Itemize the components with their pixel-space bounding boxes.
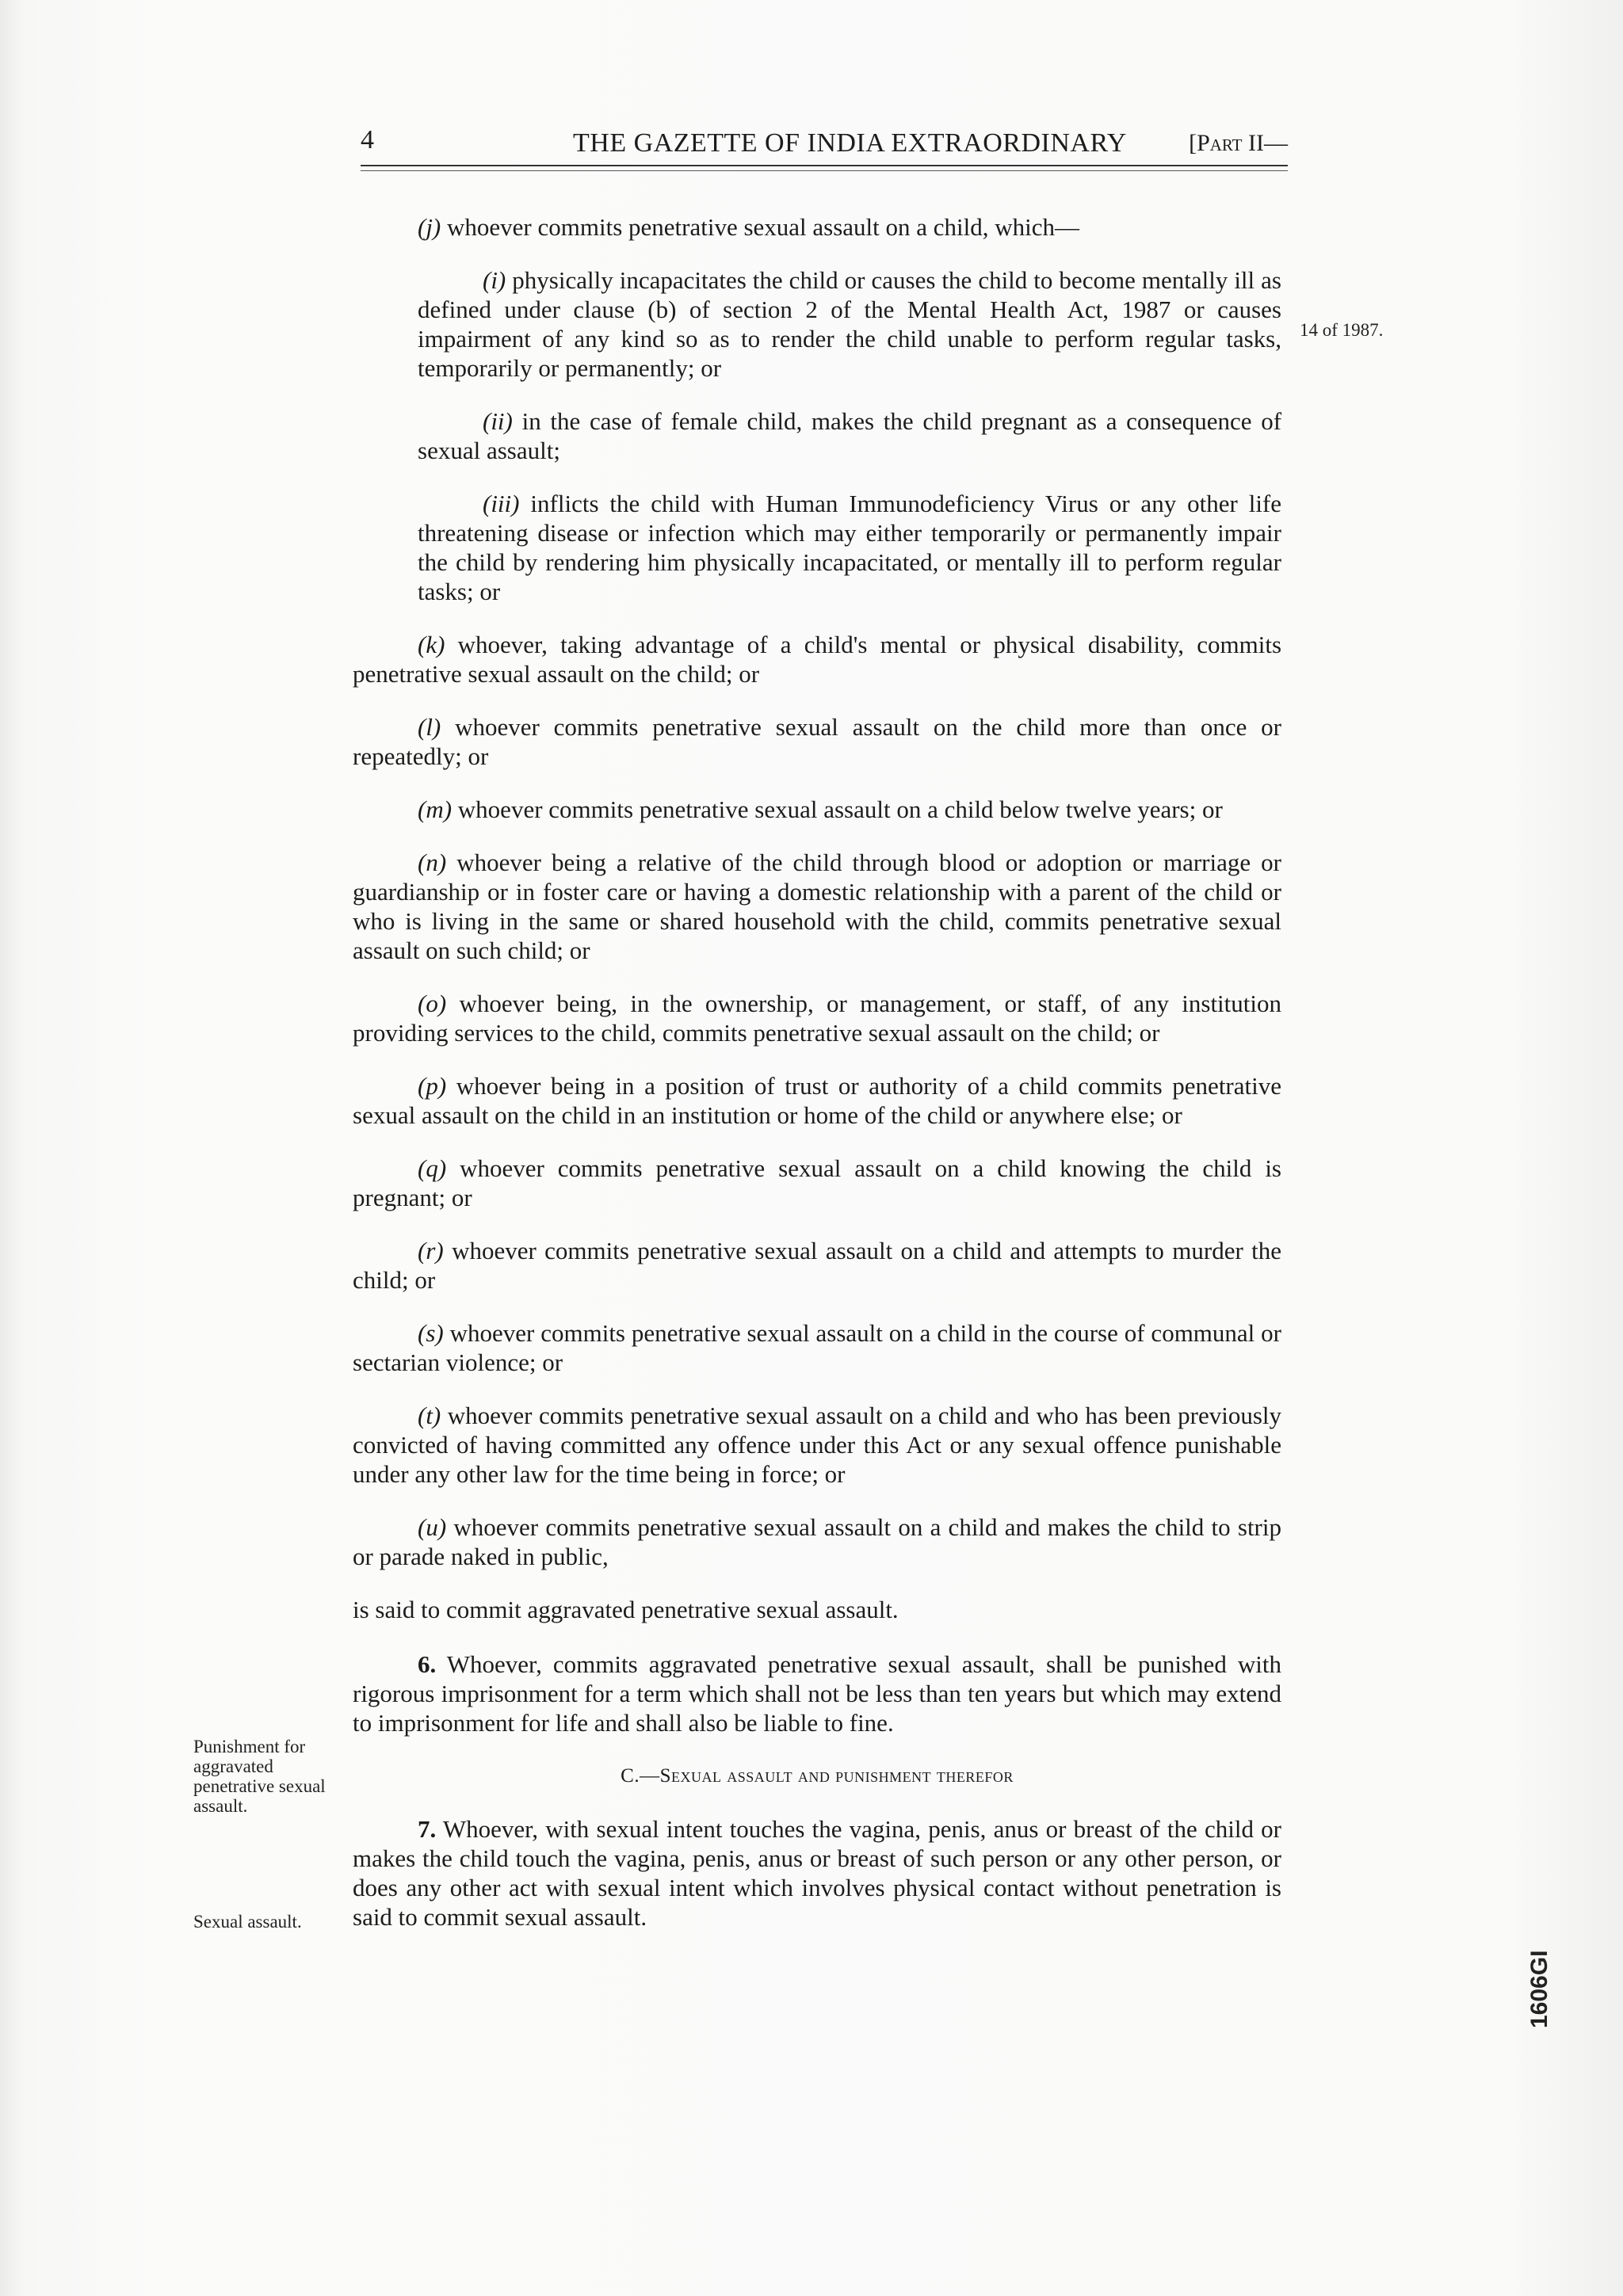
clause-label: (m) xyxy=(418,795,453,823)
header-rule xyxy=(361,165,1288,166)
clause-text: whoever commits penetrative sexual assault on a child in the course of communal or sectarian violence; or xyxy=(353,1319,1281,1376)
clause-s xyxy=(353,1318,1281,1377)
clause-text: whoever being, in the ownership, or management, or staff, of any institution providing services to the child, commits penetrative sexual assault on the child; or xyxy=(353,990,1282,1047)
clause-label: (p) xyxy=(418,1072,447,1100)
closing-line: is said to commit aggravated penetrative sexual assault. xyxy=(353,1596,899,1623)
section-number: 7. xyxy=(418,1815,437,1843)
clause-text: whoever being a relative of the child through blood or adoption or marriage or guardianship or in foster care or having a domestic relationship with a parent of the child or who is living in the same or shared household with the child, commits penetrative sexual assault on such child; or xyxy=(353,849,1282,964)
clause-r xyxy=(353,1236,1281,1295)
header-rule-thin xyxy=(361,170,1288,171)
subclause-text: inflicts the child with Human Immunodeficiency Virus or any other life threatening disease or infection which may either temporarily or permanently impair the child by rendering him physically incapacitated, or mentally ill to perform regular tasks; or xyxy=(418,490,1282,605)
clause-l xyxy=(353,712,1281,771)
subclause-iii xyxy=(353,489,1281,606)
section-text: Whoever, commits aggravated penetrative sexual assault, shall be punished with rigorous imprisonment for a term which shall not be less than ten years but which may extend to imprisonment for life and shall also be liable to fine. xyxy=(353,1650,1281,1737)
clause-label: (s) xyxy=(418,1319,444,1347)
clause-label: (r) xyxy=(418,1237,444,1264)
body-text xyxy=(353,212,1281,1955)
subclause-ii xyxy=(353,406,1281,465)
margin-note-act-reference: 14 of 1987. xyxy=(1300,320,1384,340)
clause-label: (j) xyxy=(418,213,441,241)
subclause-label: (iii) xyxy=(483,490,520,517)
clause-u xyxy=(353,1512,1281,1571)
clause-m xyxy=(353,795,1281,824)
section-number: 6. xyxy=(418,1650,437,1678)
clause-text: whoever commits penetrative sexual assault on a child and attempts to murder the child; or xyxy=(353,1237,1281,1294)
clause-n xyxy=(353,848,1281,965)
clause-label: (u) xyxy=(418,1513,447,1541)
side-print-code: 1606GI xyxy=(1526,1950,1552,2028)
section-7 xyxy=(353,1814,1281,1932)
clause-text: whoever commits penetrative sexual assault on a child below twelve years; or xyxy=(457,795,1223,823)
clause-o xyxy=(353,989,1281,1047)
clause-q xyxy=(353,1154,1281,1212)
page-header xyxy=(361,125,1288,165)
page-number: 4 xyxy=(361,125,374,154)
subclause-text: in the case of female child, makes the child pregnant as a consequence of sexual assault; xyxy=(418,407,1282,464)
clause-text: whoever being in a position of trust or authority of a child commits penetrative sexual assault on the child in an institution or home of the child or anywhere else; or xyxy=(353,1072,1281,1129)
chapter-heading-c: C.—Sexual assault and punishment therefor xyxy=(621,1765,1014,1787)
subclause-text: physically incapacitates the child or causes the child to become mentally ill as defined under clause (b) of section 2 of the Mental Health Act, 1987 or causes impairment of any kind so as to render the child unable to perform regular tasks, temporarily or permanently; or xyxy=(418,266,1281,382)
clause-k xyxy=(353,630,1281,688)
clause-text: whoever commits penetrative sexual assault on a child and who has been previously convicted of having committed any offence under this Act or any sexual offence punishable under any other law for the time being in force; or xyxy=(353,1402,1282,1488)
margin-note-section-7: Sexual assault. xyxy=(193,1912,302,1932)
clause-text: whoever commits penetrative sexual assault on a child, which— xyxy=(447,213,1080,241)
clause-label: (k) xyxy=(418,631,445,658)
clause-text: whoever commits penetrative sexual assault on the child more than once or repeatedly; or xyxy=(353,713,1281,770)
clause-text: whoever, taking advantage of a child's mental or physical disability, commits penetrative sexual assault on the child; or xyxy=(353,631,1282,688)
clause-text: whoever commits penetrative sexual assault on a child and makes the child to strip or parade naked in public, xyxy=(353,1513,1281,1570)
section-6 xyxy=(353,1650,1281,1737)
clause-label: (l) xyxy=(418,713,441,741)
clause-label: (q) xyxy=(418,1154,447,1182)
subclause-label: (ii) xyxy=(483,407,513,435)
clause-label: (o) xyxy=(418,990,447,1017)
subclause-i xyxy=(353,265,1281,383)
clause-label: (t) xyxy=(418,1402,441,1429)
clause-j xyxy=(353,212,1281,242)
clause-text: whoever commits penetrative sexual assault on a child knowing the child is pregnant; or xyxy=(353,1154,1281,1211)
margin-note-section-6: Punishment for aggravated penetrative sexual assault. xyxy=(193,1737,326,1816)
subclause-label: (i) xyxy=(483,266,506,294)
clause-label: (n) xyxy=(418,849,447,876)
clause-p xyxy=(353,1071,1281,1130)
section-text: Whoever, with sexual intent touches the vagina, penis, anus or breast of the child or makes the child touch the vagina, penis, anus or breast of such person or any other person, or does any other act with sexual intent which involves physical contact without penetration is said to commit sexual assault. xyxy=(353,1815,1281,1931)
part-label: [Part II— xyxy=(1189,130,1288,156)
clause-t xyxy=(353,1401,1281,1489)
gazette-title: THE GAZETTE OF INDIA EXTRAORDINARY xyxy=(573,128,1127,158)
